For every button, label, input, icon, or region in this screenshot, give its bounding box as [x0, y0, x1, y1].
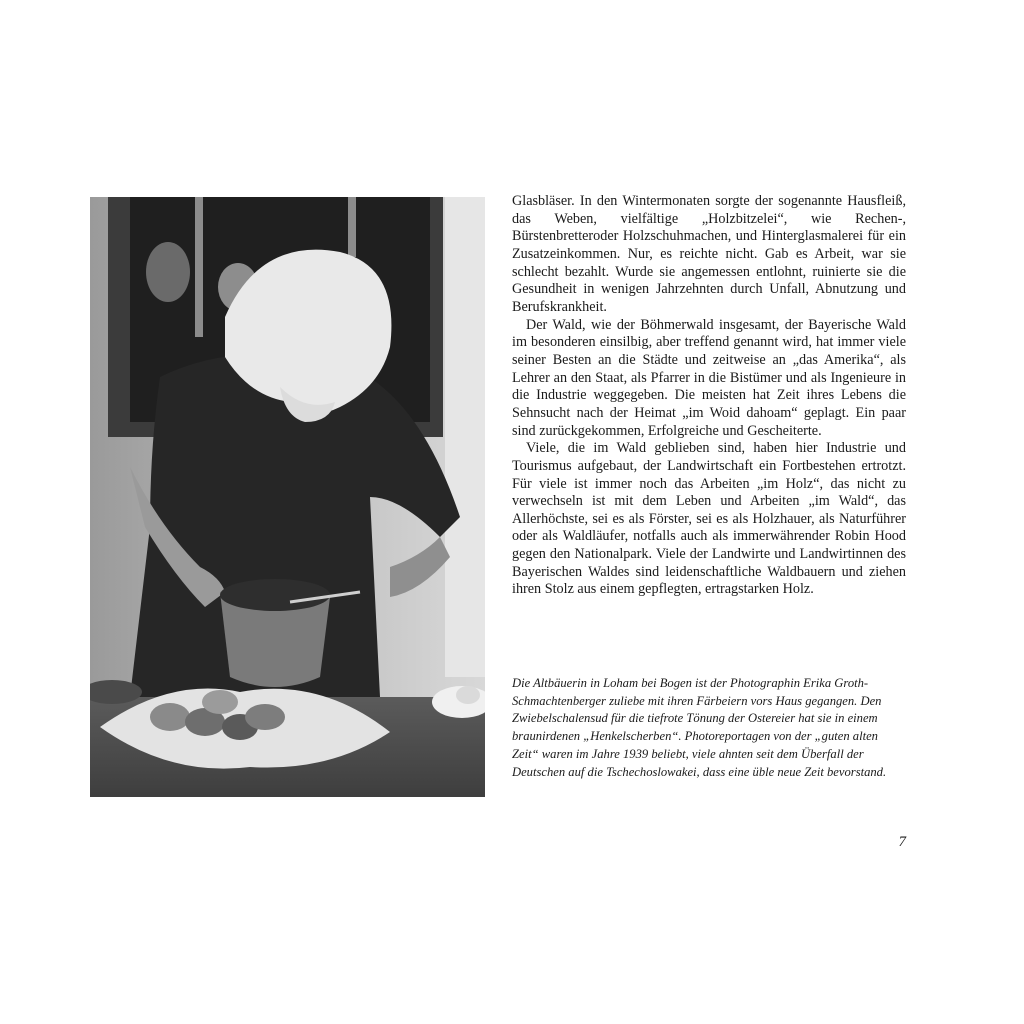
photo-caption: Die Altbäuerin in Loham bei Bogen ist der Photographin Erika Groth-Schmachtenberger zuliebe mit ihren Färbeiern vors Haus gegangen. Den Zwiebelschalensud für die tiefrote Tönung der Ostereier hat sie in einem braunirdenen „Henkelscherben“. Photoreportagen von der „guten alten Zeit“ waren im Jahre 1939 beliebt, viele ahnten seit dem Überfall der Deutschen auf die Tschechoslowakei, dass eine üble neue Zeit bevorstand. [512, 676, 887, 779]
body-text [512, 193, 906, 599]
photograph [90, 197, 485, 797]
paragraph: Viele, die im Wald geblieben sind, haben hier Industrie und Tourismus aufgebaut, der Landwirtschaft ein Fortbestehen ertrotzt. Für viele ist immer noch das Arbeiten „im Holz“, das nicht zu verwechseln ist mit dem Leben und Arbeiten „im Wald“, das Allerhöchste, sei es als Förster, sei es als Holzhauer, als Naturführer oder als Waldläufer, notfalls auch als immerwährender Robin Hood gegen den Nationalpark. Viele der Landwirte und Landwirtinnen des Bayerischen Waldes sind leidenschaftliche Waldbauern und ziehen ihren Stolz aus einem gepflegten, ertragstarken Holz. [512, 440, 906, 598]
photo-image-icon [90, 197, 485, 797]
paragraph: Glasbläser. In den Wintermonaten sorgte der sogenannte Hausfleiß, das Weben, vielfältige „Holzbitzelei“, wie Rechen-, Bürstenbretteroder Holzschuhmachen, und Hinterglasmalerei für ein Zusatzeinkommen. Nur, es reichte nicht. Gab es Arbeit, war sie schlecht bezahlt. Wurde sie angemessen entlohnt, ruinierte sie die Gesundheit in wenigen Jahrzehnten durch Unfall, Abnutzung und Berufskrankheit. [512, 193, 906, 315]
page-number: 7 [898, 834, 906, 850]
paragraph: Der Wald, wie der Böhmerwald insgesamt, der Bayerische Wald im besonderen einsilbig, aber treffend genannt wird, hat immer viele seiner Besten an die Städte und zeitweise an „das Amerika“, als Lehrer an den Staat, als Pfarrer in die Bistümer und als Ingenieure in die Industrie weggegeben. Die meisten hat Zeit ihres Lebens die Sehnsucht nach der Heimat „im Woid dahoam“ geplagt. Ein paar sind zurückgekommen, Erfolgreiche und Gescheiterte. [512, 316, 906, 439]
